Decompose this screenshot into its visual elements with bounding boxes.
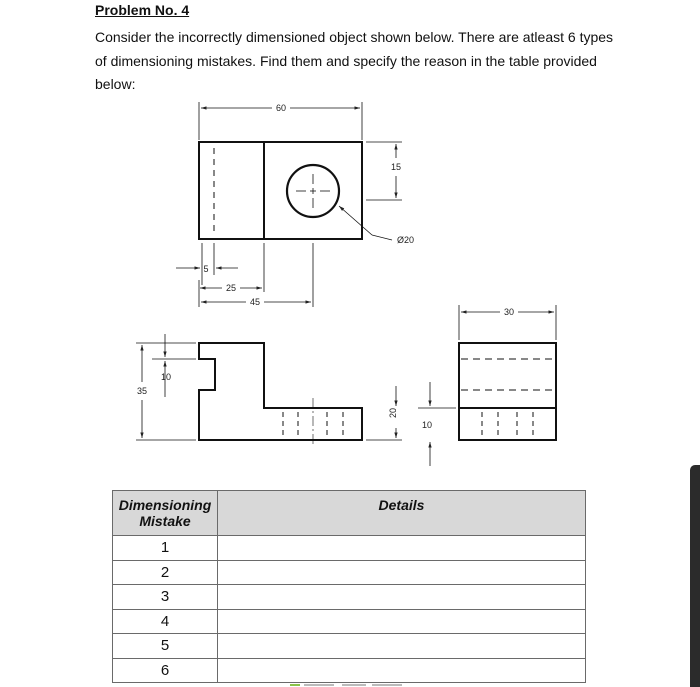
problem-title: Problem No. 4 (95, 2, 190, 18)
dim-10-side: 10 (421, 420, 433, 430)
details-cell[interactable] (218, 585, 586, 610)
dim-5: 5 (203, 264, 209, 274)
header-mistake (113, 491, 218, 536)
top-view (176, 102, 402, 307)
mistakes-table (112, 490, 586, 683)
row-number: 5 (113, 634, 218, 659)
table-row (113, 634, 586, 659)
front-view (136, 334, 402, 446)
table-row (113, 536, 586, 561)
table-row (113, 560, 586, 585)
dim-35: 35 (136, 386, 148, 396)
details-cell[interactable] (218, 536, 586, 561)
cropped-text-fragment (290, 683, 430, 687)
dim-30: 30 (503, 307, 515, 317)
side-view (418, 305, 556, 466)
dim-25: 25 (225, 283, 237, 293)
dim-hole-diameter: Ø20 (397, 235, 415, 245)
row-number: 1 (113, 536, 218, 561)
details-cell[interactable] (218, 560, 586, 585)
details-cell[interactable] (218, 634, 586, 659)
table-row (113, 585, 586, 610)
dim-10-front: 10 (160, 372, 172, 382)
row-number: 6 (113, 658, 218, 683)
row-number: 4 (113, 609, 218, 634)
header-mistake-label: Dimensioning Mistake (118, 497, 212, 529)
dim-60: 60 (275, 103, 287, 113)
dim-15: 15 (390, 162, 402, 172)
header-details (218, 491, 586, 536)
table-row (113, 658, 586, 683)
header-details-label: Details (378, 497, 425, 513)
scrollbar[interactable] (690, 465, 700, 687)
dim-45: 45 (249, 297, 261, 307)
row-number: 3 (113, 585, 218, 610)
problem-description: Consider the incorrectly dimensioned object shown below. There are atleast 6 types of dimensioning mistakes. Find them and specify the reason in the table provided below: (95, 29, 614, 92)
dim-20: 20 (388, 407, 398, 419)
details-cell[interactable] (218, 609, 586, 634)
row-number: 2 (113, 560, 218, 585)
table-row (113, 609, 586, 634)
details-cell[interactable] (218, 658, 586, 683)
